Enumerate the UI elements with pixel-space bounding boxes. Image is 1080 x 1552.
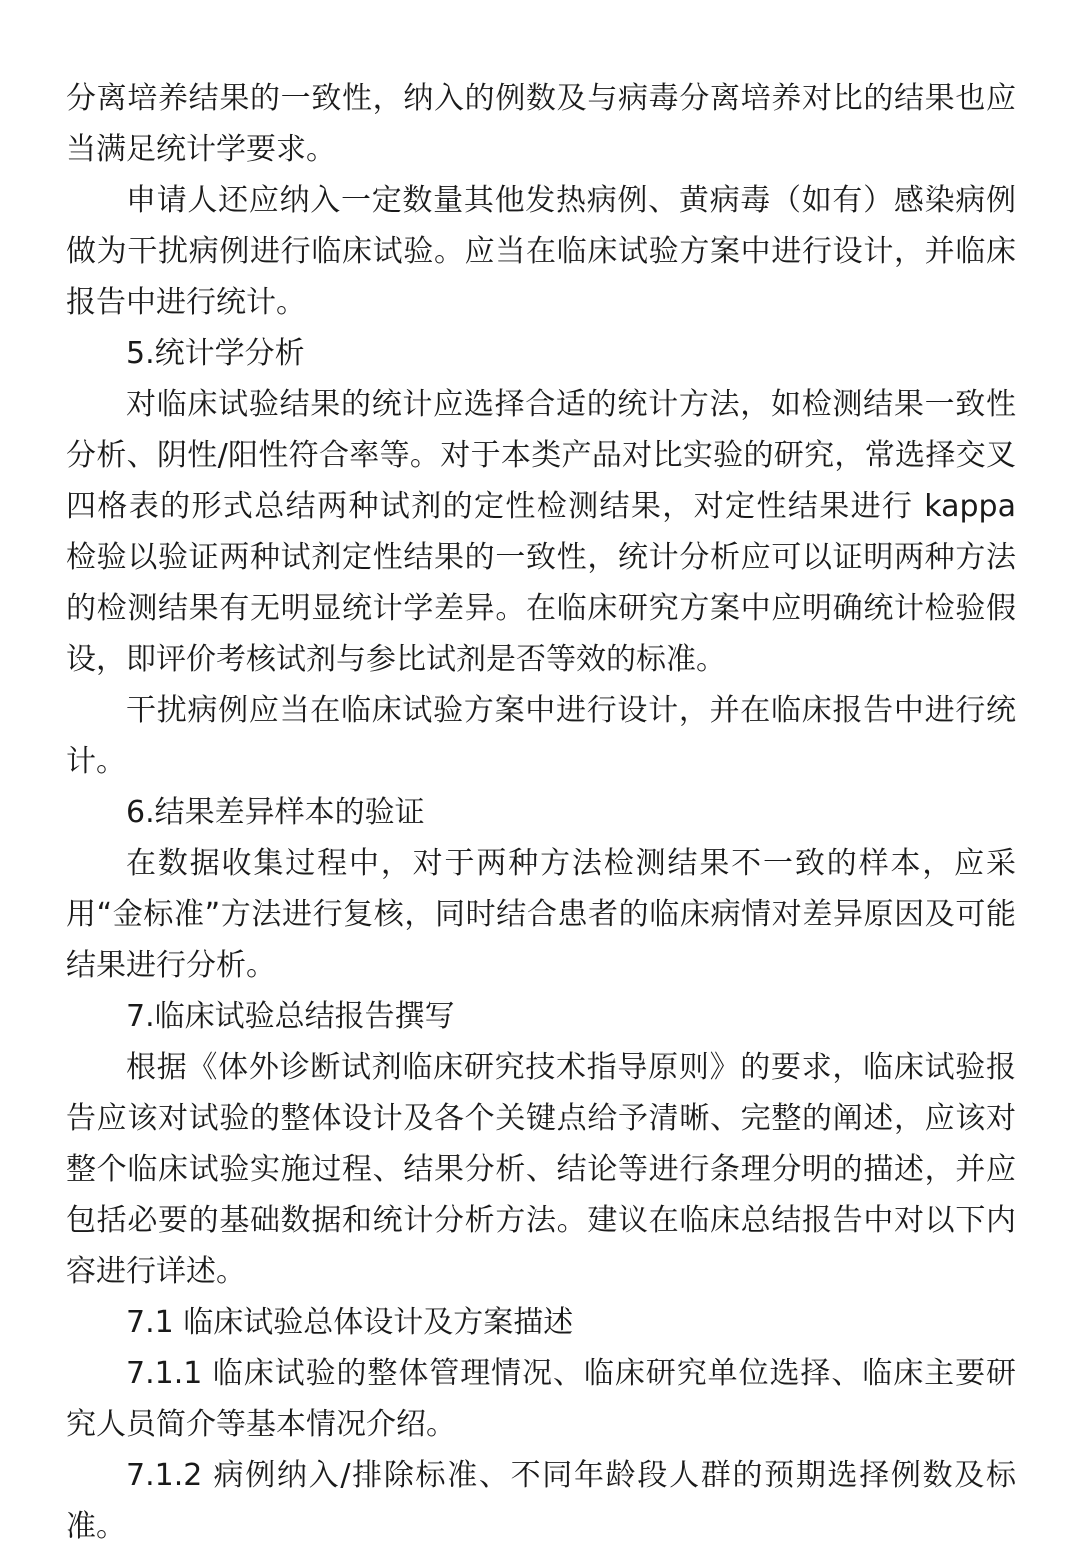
section-heading-summary-report: 7.临床试验总结报告撰写 xyxy=(126,999,455,1034)
paragraph-7-1-1: 7.1.1 临床试验的整体管理情况、临床研究单位选择、临床主要研究人员简介等基本情况介绍。 xyxy=(66,1356,1016,1442)
paragraph-report-requirements: 根据《体外诊断试剂临床研究技术指导原则》的要求，临床试验报告应该对试验的整体设计及各个关键点给予清晰、完整的阐述，应该对整个临床试验实施过程、结果分析、结论等进行条理分明的描述，并应包括必要的基础数据和统计分析方法。建议在临床总结报告中对以下内容进行详述。 xyxy=(66,1050,1016,1289)
section-heading-statistics: 5.统计学分析 xyxy=(126,336,305,371)
paragraph-interference-statistics: 干扰病例应当在临床试验方案中进行设计，并在临床报告中进行统计。 xyxy=(66,693,1016,779)
paragraph-discrepant-verification: 在数据收集过程中，对于两种方法检测结果不一致的样本，应采用“金标准”方法进行复核，同时结合患者的临床病情对差异原因及可能结果进行分析。 xyxy=(66,846,1016,983)
paragraph-interference-cases: 申请人还应纳入一定数量其他发热病例、黄病毒（如有）感染病例做为干扰病例进行临床试验。应当在临床试验方案中进行设计，并临床报告中进行统计。 xyxy=(66,183,1016,320)
paragraph-statistical-methods: 对临床试验结果的统计应选择合适的统计方法，如检测结果一致性分析、阴性/阳性符合率等。对于本类产品对比实验的研究，常选择交叉四格表的形式总结两种试剂的定性检测结果，对定性结果进行 kappa 检验以验证两种试剂定性结果的一致性，统计分析应可以证明两种方法的检测结果有无明显统计学差异。在临床研究方案中应明确统计检验假设，即评价考核试剂与参比试剂是否等效的标准。 xyxy=(66,387,1016,677)
paragraph-continuation: 分离培养结果的一致性，纳入的例数及与病毒分离培养对比的结果也应当满足统计学要求。 xyxy=(66,81,1016,167)
subsection-heading-7-1: 7.1 临床试验总体设计及方案描述 xyxy=(126,1305,574,1340)
section-heading-discrepant-samples: 6.结果差异样本的验证 xyxy=(126,795,425,830)
paragraph-7-1-2: 7.1.2 病例纳入/排除标准、不同年龄段人群的预期选择例数及标准。 xyxy=(66,1458,1016,1544)
document-body xyxy=(66,73,1016,1552)
